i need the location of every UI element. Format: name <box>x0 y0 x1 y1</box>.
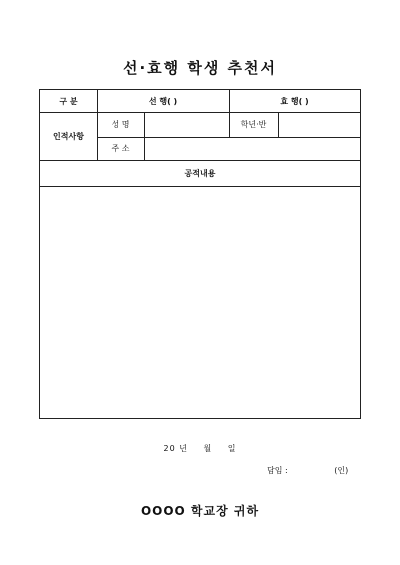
name-field[interactable] <box>144 112 229 137</box>
good-deed-option[interactable]: 선 행( ) <box>148 96 178 106</box>
seal-mark: (인) <box>334 466 349 475</box>
teacher-signature <box>267 465 348 476</box>
category-label: 구 분 <box>59 96 78 106</box>
name-label: 성 명 <box>111 120 130 129</box>
address-label: 주 소 <box>111 144 130 153</box>
personal-info-label: 인적사항 <box>53 131 84 141</box>
address-field[interactable] <box>144 137 360 160</box>
filial-piety-option[interactable]: 효 행( ) <box>280 96 309 106</box>
date-year: 20 년 <box>163 444 188 453</box>
date-line <box>0 443 400 454</box>
grade-class-label: 학년·반 <box>240 120 267 129</box>
date-day: 일 <box>227 444 237 453</box>
date-month: 월 <box>203 444 213 453</box>
merit-content-area[interactable] <box>40 186 360 418</box>
addressee: OOOO 학교장 귀하 <box>140 504 260 518</box>
grade-class-field[interactable] <box>278 112 360 137</box>
document-title: 선·효행 학생 추천서 <box>122 59 278 77</box>
recommendation-form <box>39 89 361 419</box>
merit-label: 공적내용 <box>184 168 216 178</box>
homeroom-teacher-label: 담임 : <box>267 466 288 475</box>
